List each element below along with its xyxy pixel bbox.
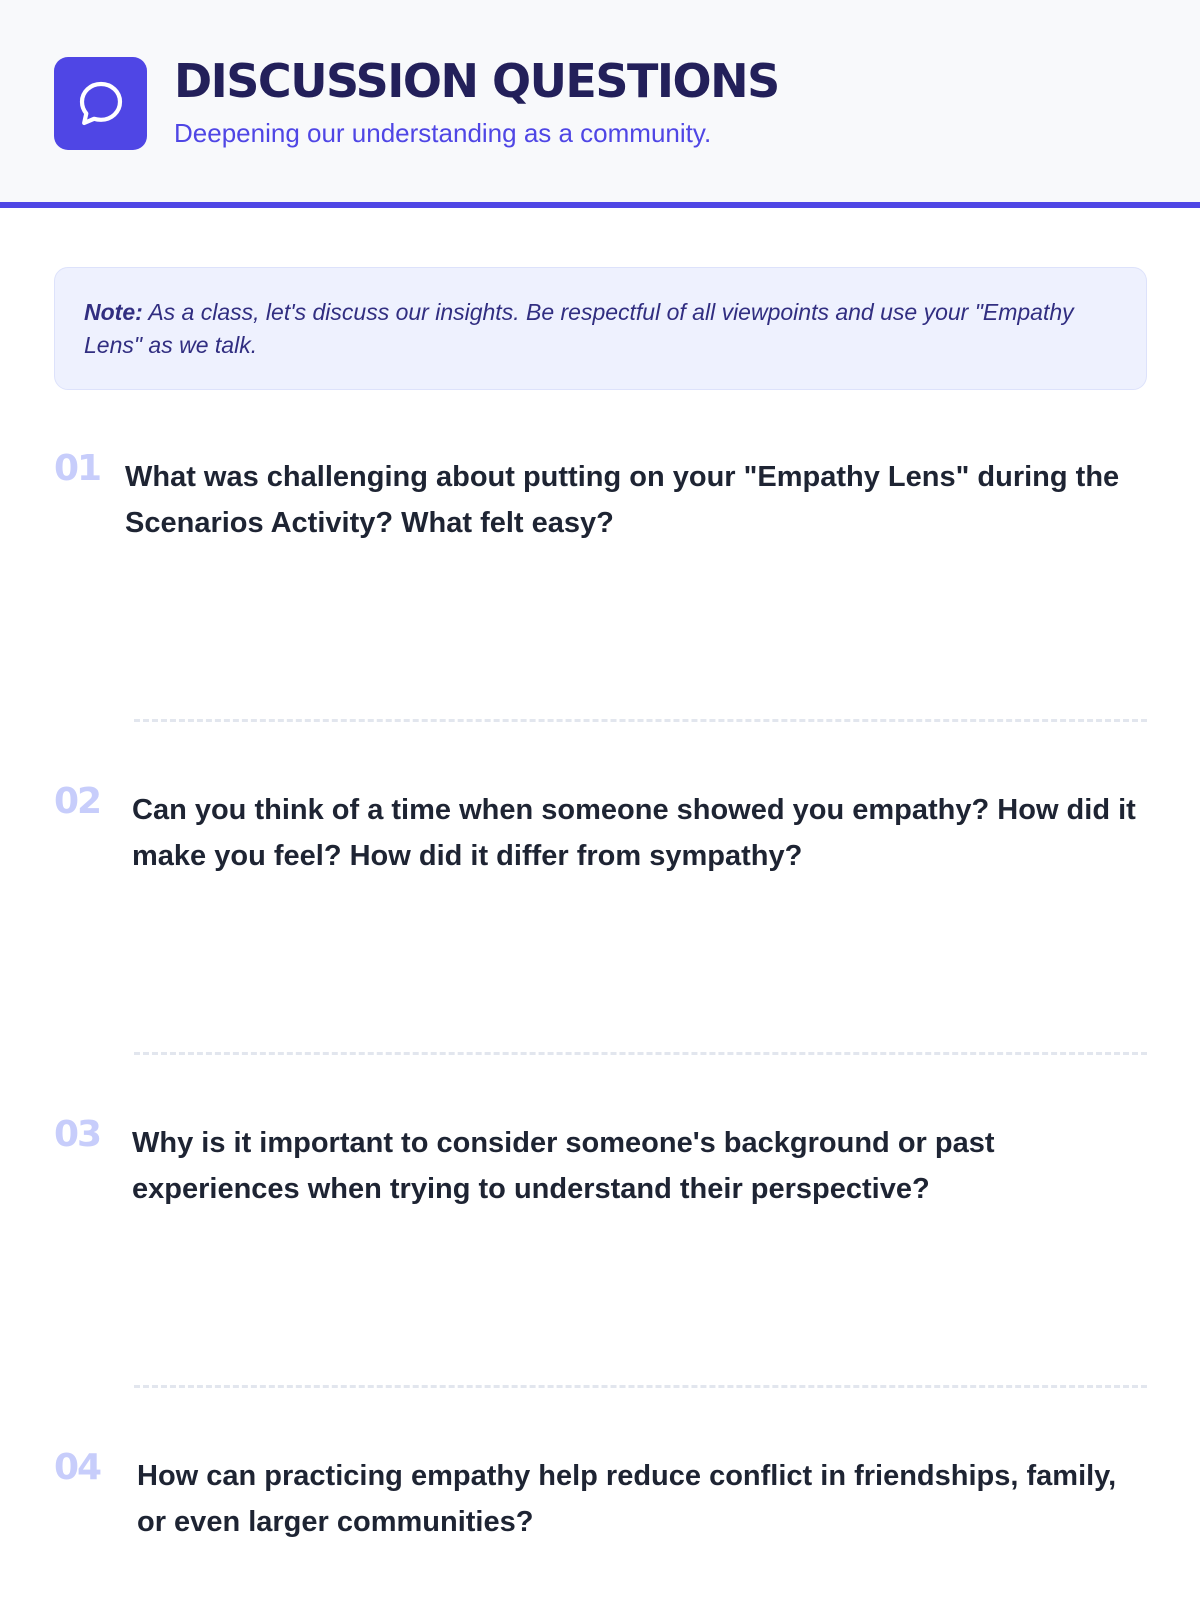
chat-bubble-icon (73, 76, 129, 132)
question-number: 03 (54, 1114, 101, 1155)
question-text: How can practicing empathy help reduce conflict in friendships, family, or even larger communities? (137, 1460, 1117, 1538)
note-box (54, 267, 1147, 390)
answer-line (134, 1052, 1147, 1055)
question-number: 04 (54, 1447, 101, 1488)
question-number: 02 (54, 781, 101, 822)
page-header (0, 0, 1200, 208)
question-text: What was challenging about putting on your "Empathy Lens" during the Scenarios Activity? What felt easy? (125, 461, 1120, 539)
question-number: 01 (54, 448, 101, 489)
page-subtitle: Deepening our understanding as a community. (174, 118, 712, 148)
logo-badge (54, 57, 147, 150)
answer-line (134, 1385, 1147, 1388)
page-title: DISCUSSION QUESTIONS (174, 54, 779, 108)
question-text: Why is it important to consider someone's background or past experiences when trying to understand their perspective? (132, 1127, 995, 1205)
question-text: Can you think of a time when someone showed you empathy? How did it make you feel? How did it differ from sympathy? (132, 794, 1136, 872)
note-text: As a class, let's discuss our insights. Be respectful of all viewpoints and use your "Empathy Lens" as we talk. (84, 299, 1074, 358)
answer-line (134, 719, 1147, 722)
note-label: Note: (84, 299, 143, 325)
